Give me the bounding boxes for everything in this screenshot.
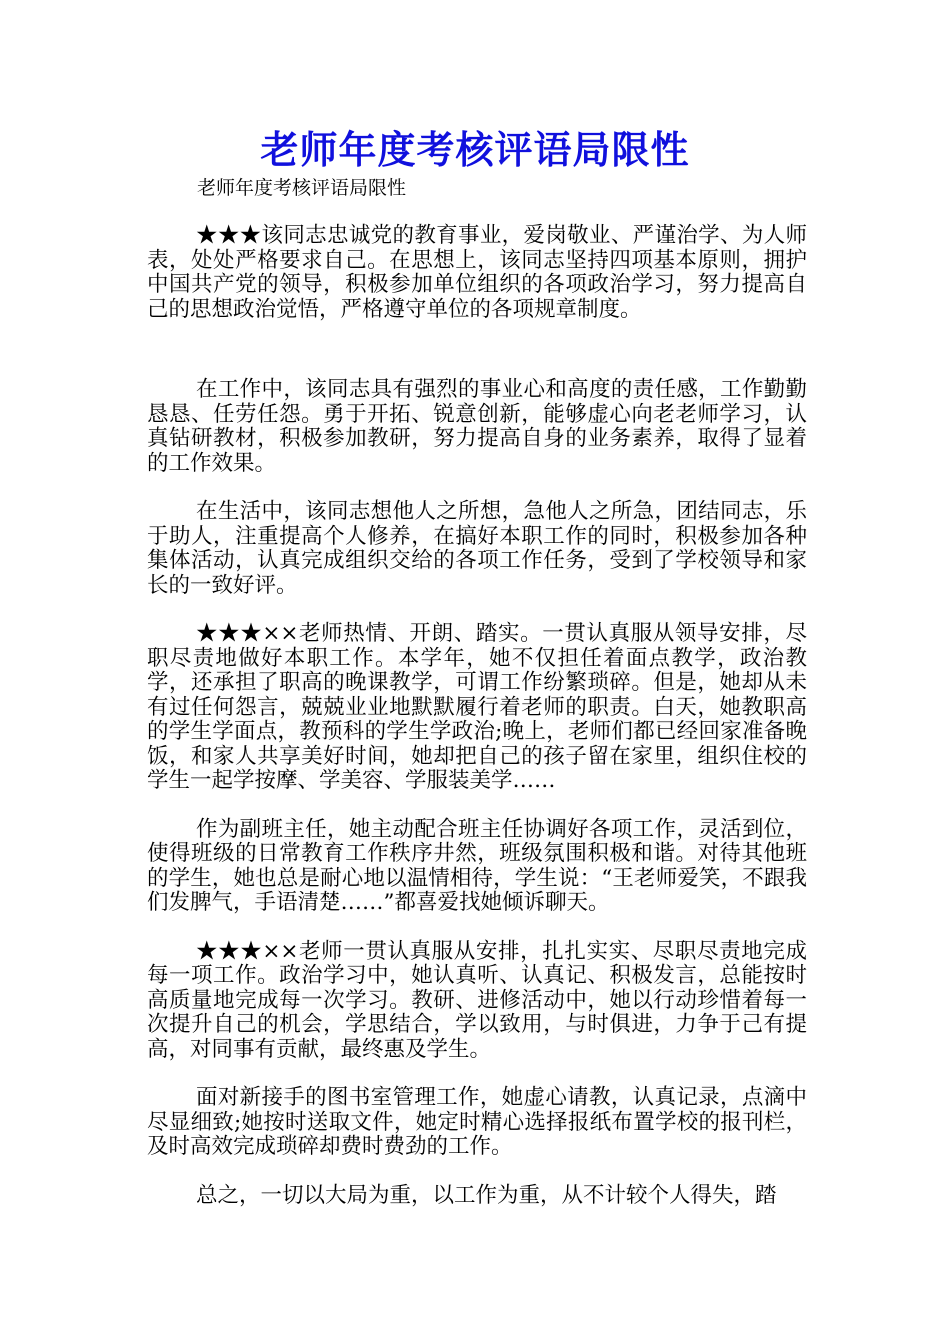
paragraph: 在生活中，该同志想他人之所想，急他人之所急，团结同志，乐于助人，注重提高个人修养，在搞好本职工作的同时，积极参加各种集体活动，认真完成组织交给的各项工作任务，受到了学校领导和家长的一致好评。 (147, 499, 807, 598)
paragraph: ★★★该同志忠诚党的教育事业，爱岗敬业、严谨治学、为人师表，处处严格要求自己。在思想上，该同志坚持四项基本原则，拥护中国共产党的领导，积极参加单位组织的各项政治学习，努力提高自己的思想政治觉悟，严格遵守单位的各项规章制度。 (147, 223, 807, 322)
document-title: 老师年度考核评语局限性 (260, 127, 690, 172)
document-subtitle: 老师年度考核评语局限性 (197, 177, 407, 199)
paragraph: 作为副班主任，她主动配合班主任协调好各项工作，灵活到位，使得班级的日常教育工作秩序井然，班级氛围积极和谐。对待其他班的学生，她也总是耐心地以温情相待，学生说：“王老师爱笑，不跟我们发脾气，手语清楚……”都喜爱找她倾诉聊天。 (147, 816, 807, 915)
paragraph: ★★★××老师热情、开朗、踏实。一贯认真服从领导安排，尽职尽责地做好本职工作。本学年，她不仅担任着面点教学，政治教学，还承担了职高的晚课教学，可谓工作纷繁琐碎。但是，她却从未有过任何怨言，兢兢业业地默默履行着老师的职责。白天，她教职高的学生学面点，教预科的学生学政治;晚上，老师们都已经回家准备晚饭，和家人共享美好时间，她却把自己的孩子留在家里，组织住校的学生一起学按摩、学美容、学服装美学…… (147, 621, 807, 793)
paragraph: 面对新接手的图书室管理工作，她虚心请教，认真记录，点滴中尽显细致;她按时送取文件，她定时精心选择报纸布置学校的报刊栏，及时高效完成琐碎却费时费劲的工作。 (147, 1085, 807, 1159)
document-body (147, 224, 807, 1232)
paragraph: ★★★××老师一贯认真服从安排，扎扎实实、尽职尽责地完成每一项工作。政治学习中，她认真听、认真记、积极发言，总能按时高质量地完成每一次学习。教研、进修活动中，她以行动珍惜着每一次提升自己的机会，学思结合，学以致用，与时俱进，力争于己有提高，对同事有贡献，最终惠及学生。 (147, 938, 807, 1062)
paragraph: 在工作中，该同志具有强烈的事业心和高度的责任感，工作勤勤恳恳、任劳任怨。勇于开拓、锐意创新，能够虚心向老老师学习，认真钻研教材，积极参加教研，努力提高自身的业务素养，取得了显着的工作效果。 (147, 377, 807, 476)
paragraph: 总之，一切以大局为重，以工作为重，从不计较个人得失，踏 (196, 1182, 777, 1208)
